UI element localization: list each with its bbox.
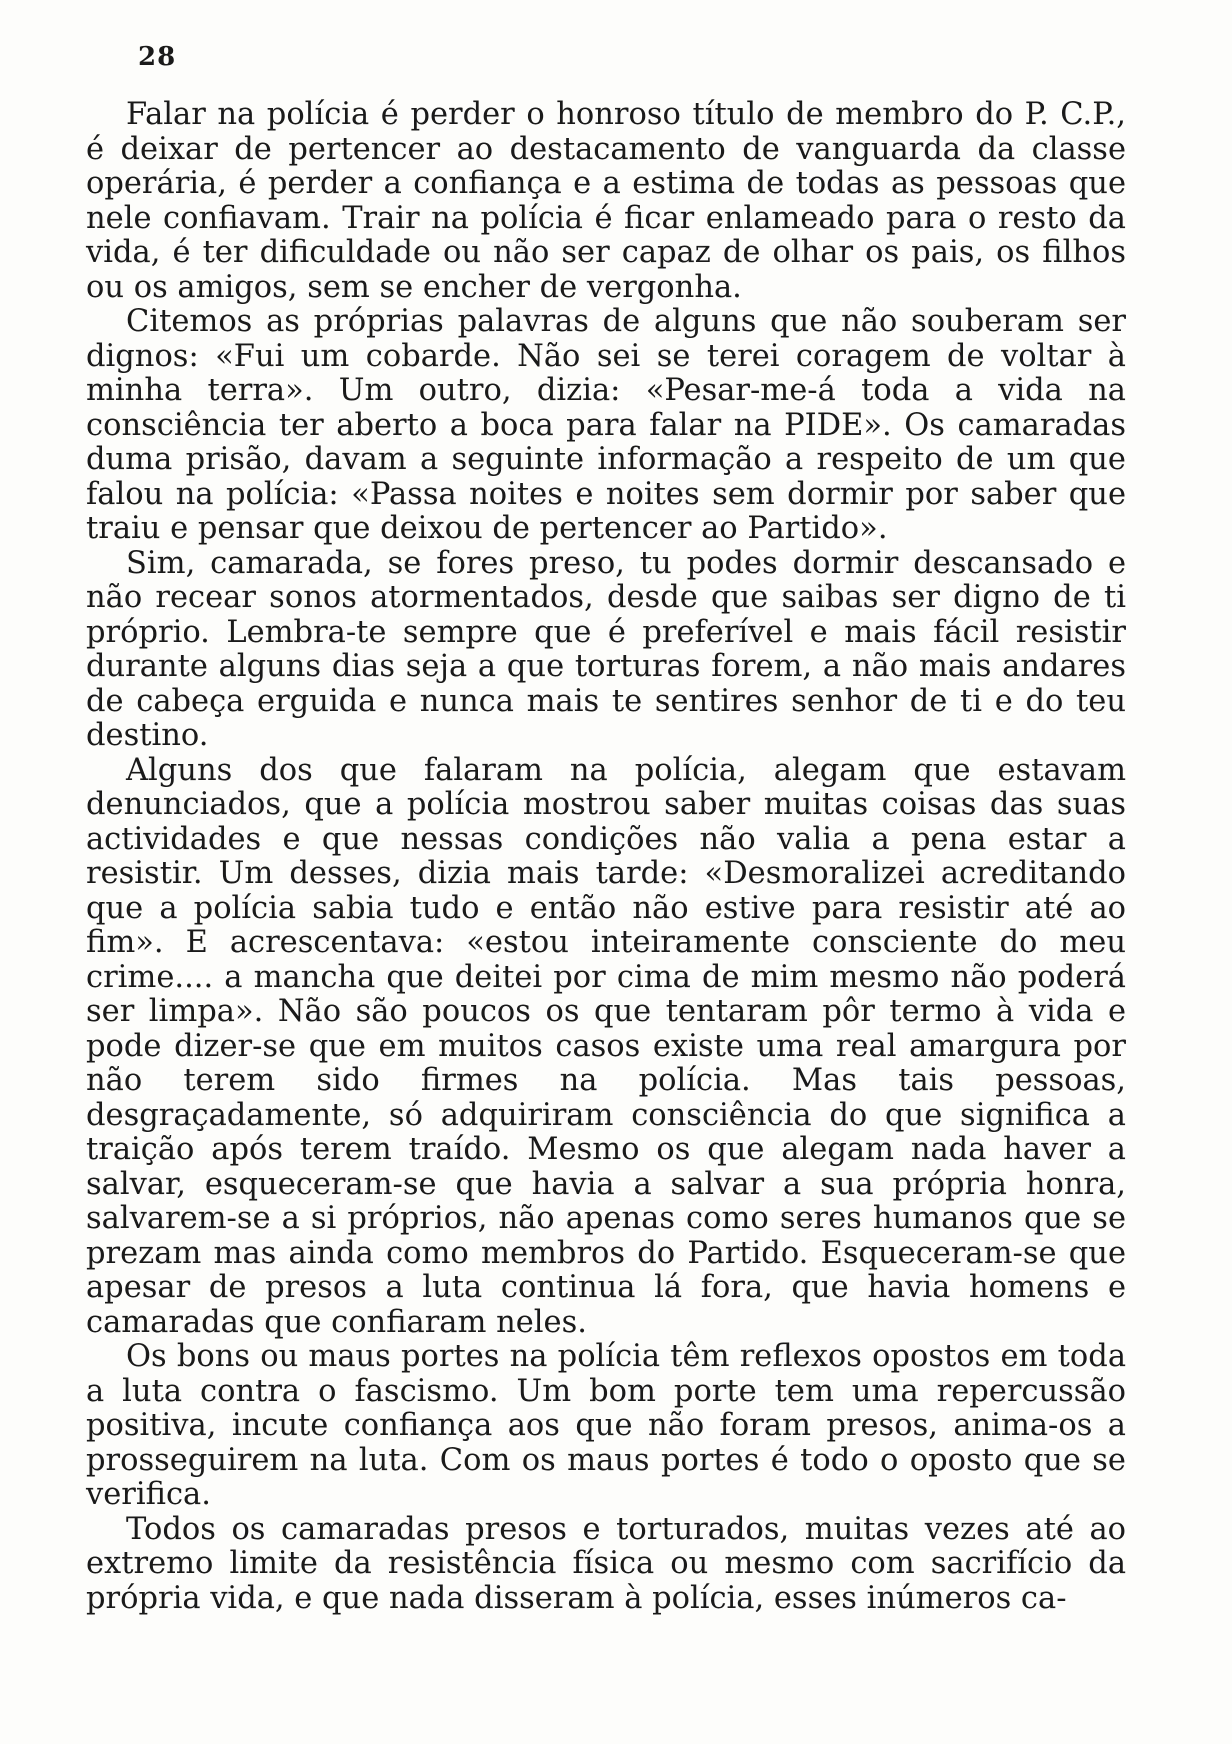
body-text	[86, 98, 1126, 1616]
paragraph-1: Falar na polícia é perder o honroso título de membro do P. C.P., é deixar de pertencer ao destacamento de vanguarda da classe operária, é perder a confiança e a estima de todas as pessoas que nele confiavam. Trair na polícia é ficar enlameado para o resto da vida, é ter dificuldade ou não ser capaz de olhar os pais, os filhos ou os amigos, sem se encher de vergonha.	[86, 97, 1126, 305]
paragraph-3: Sim, camarada, se fores preso, tu podes dormir descansado e não recear sonos atormentados, desde que saibas ser digno de ti próprio. Lembra-te sempre que é preferível e mais fácil resistir durante alguns dias seja a que torturas forem, a não mais andares de cabeça erguida e nunca mais te sentires senhor de ti e do teu destino.	[86, 545, 1126, 753]
paragraph-5: Os bons ou maus portes na polícia têm reflexos opostos em toda a luta contra o fascismo. Um bom porte tem uma repercussão positiva, incute confiança aos que não foram presos, anima-os a prosseguirem na luta. Com os maus portes é todo o oposto que se verifica.	[86, 1339, 1126, 1512]
paragraph-2: Citemos as próprias palavras de alguns que não souberam ser dignos: «Fui um cobarde. Não sei se terei coragem de voltar à minha terra». Um outro, dizia: «Pesar-me-á toda a vida na consciência ter aberto a boca para falar na PIDE». Os camaradas duma prisão, davam a seguinte informação a respeito de um que falou na polícia: «Passa noites e noites sem dormir por saber que traiu e pensar que deixou de pertencer ao Partido».	[86, 304, 1126, 546]
paragraph-6: Todos os camaradas presos e torturados, muitas vezes até ao extremo limite da resistência física ou mesmo com sacrifício da própria vida, e que nada disseram à polícia, esses inúmeros ca-	[86, 1511, 1126, 1616]
paragraph-4: Alguns dos que falaram na polícia, alegam que estavam denunciados, que a polícia mostrou saber muitas coisas das suas actividades e que nessas condições não valia a pena estar a resistir. Um desses, dizia mais tarde: «Desmoralizei acreditando que a polícia sabia tudo e então não estive para resistir até ao fim». E acrescentava: «estou inteiramente consciente do meu crime.... a mancha que deitei por cima de mim mesmo não poderá ser limpa». Não são poucos os que tentaram pôr termo à vida e pode dizer-se que em muitos casos existe uma real amargura por não terem sido firmes na polícia. Mas tais pessoas, desgraçadamente, só adquiriram consciência do que significa a traição após terem traído. Mesmo os que alegam nada haver a salvar, esqueceram-se que havia a salvar a sua própria honra, salvarem-se a si próprios, não apenas como seres humanos que se prezam mas ainda como membros do Partido. Esqueceram-se que apesar de presos a luta continua lá fora, que havia homens e camaradas que confiaram neles.	[86, 752, 1126, 1340]
page-number: 28	[138, 42, 177, 72]
